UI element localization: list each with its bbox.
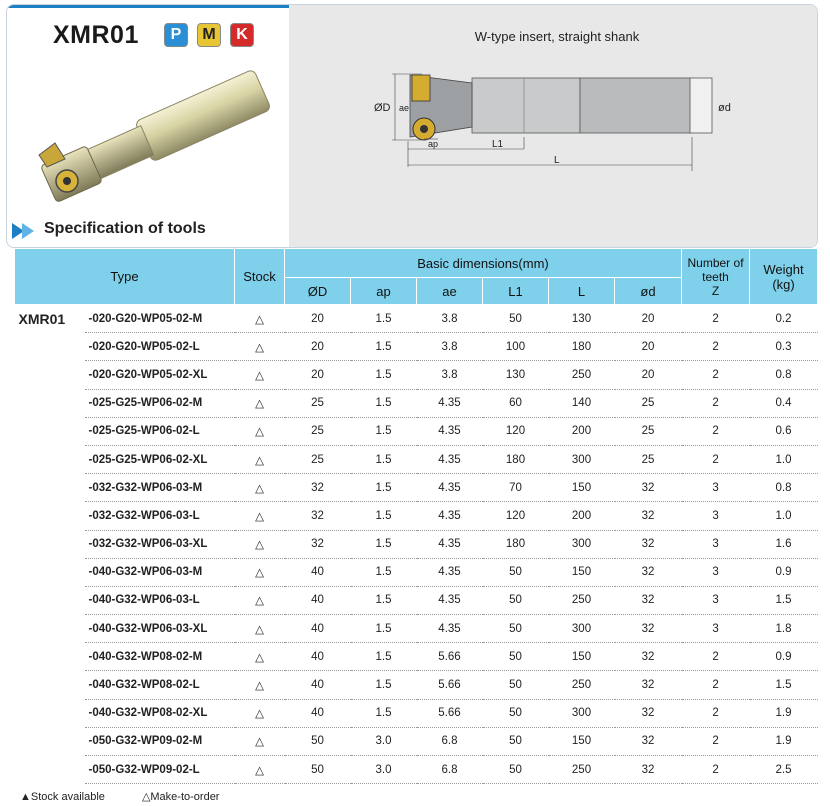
cell-l1: 50 bbox=[483, 756, 549, 784]
table-row bbox=[15, 305, 818, 333]
type-cell: -032-G32-WP06-03-L bbox=[85, 502, 235, 530]
cell-d: 20 bbox=[285, 305, 351, 333]
table-row bbox=[15, 586, 818, 614]
type-cell: -032-G32-WP06-03-XL bbox=[85, 530, 235, 558]
cell-ae: 4.35 bbox=[417, 474, 483, 502]
cell-ae: 4.35 bbox=[417, 615, 483, 643]
cell-d: 32 bbox=[615, 756, 682, 784]
cell-l1: 130 bbox=[483, 361, 549, 389]
cell-w: 1.0 bbox=[750, 502, 818, 530]
table-row bbox=[15, 756, 818, 784]
cell-stock: △ bbox=[235, 530, 285, 558]
series-cell bbox=[15, 586, 85, 614]
cell-l1: 50 bbox=[483, 305, 549, 333]
cell-ae: 6.8 bbox=[417, 756, 483, 784]
cell-w: 1.9 bbox=[750, 727, 818, 755]
cell-stock: △ bbox=[235, 756, 285, 784]
cell-l: 130 bbox=[549, 305, 615, 333]
cell-stock: △ bbox=[235, 502, 285, 530]
cell-ae: 3.8 bbox=[417, 333, 483, 361]
cell-l1: 50 bbox=[483, 699, 549, 727]
series-cell bbox=[15, 530, 85, 558]
type-cell: -040-G32-WP06-03-L bbox=[85, 586, 235, 614]
col-teeth-symbol: Z bbox=[711, 283, 720, 298]
cell-l: 150 bbox=[549, 558, 615, 586]
cell-z: 3 bbox=[682, 530, 750, 558]
tool-photo bbox=[25, 63, 287, 213]
cell-w: 0.8 bbox=[750, 474, 818, 502]
table-row bbox=[15, 699, 818, 727]
cell-z: 3 bbox=[682, 502, 750, 530]
col-basic-header: Basic dimensions(mm) bbox=[285, 249, 682, 278]
cell-z: 2 bbox=[682, 756, 750, 784]
dim-ap-label: ap bbox=[428, 139, 439, 149]
cell-ae: 4.35 bbox=[417, 530, 483, 558]
cell-w: 0.8 bbox=[750, 361, 818, 389]
subcol-ae: ae bbox=[417, 278, 483, 305]
cell-d: 50 bbox=[285, 727, 351, 755]
cell-ap: 1.5 bbox=[351, 361, 417, 389]
cell-d: 40 bbox=[285, 558, 351, 586]
spec-table bbox=[14, 248, 818, 784]
cell-ap: 1.5 bbox=[351, 445, 417, 473]
cell-ap: 1.5 bbox=[351, 699, 417, 727]
cell-ap: 1.5 bbox=[351, 389, 417, 417]
dim-l1-label: L1 bbox=[492, 139, 504, 150]
cell-z: 2 bbox=[682, 699, 750, 727]
cell-ae: 5.66 bbox=[417, 643, 483, 671]
table-row bbox=[15, 445, 818, 473]
cell-w: 0.6 bbox=[750, 417, 818, 445]
table-row bbox=[15, 502, 818, 530]
cell-d: 20 bbox=[615, 361, 682, 389]
type-cell: -020-G20-WP05-02-M bbox=[85, 305, 235, 333]
cell-l: 150 bbox=[549, 643, 615, 671]
technical-drawing bbox=[362, 67, 732, 177]
series-cell bbox=[15, 756, 85, 784]
cell-ae: 4.35 bbox=[417, 389, 483, 417]
type-cell: -020-G20-WP05-02-L bbox=[85, 333, 235, 361]
table-row bbox=[15, 417, 818, 445]
series-cell: XMR01 bbox=[18, 310, 66, 327]
cell-d: 20 bbox=[285, 361, 351, 389]
cell-stock: △ bbox=[235, 643, 285, 671]
cell-d: 32 bbox=[285, 474, 351, 502]
cell-d: 32 bbox=[615, 615, 682, 643]
cell-d: 32 bbox=[285, 502, 351, 530]
cell-l: 300 bbox=[549, 615, 615, 643]
type-cell: -040-G32-WP06-03-XL bbox=[85, 615, 235, 643]
cell-d: 25 bbox=[285, 445, 351, 473]
cell-w: 1.5 bbox=[750, 671, 818, 699]
type-cell: -040-G32-WP06-03-M bbox=[85, 558, 235, 586]
cell-l: 250 bbox=[549, 586, 615, 614]
cell-d: 32 bbox=[615, 643, 682, 671]
type-cell: -020-G20-WP05-02-XL bbox=[85, 361, 235, 389]
cell-z: 2 bbox=[682, 643, 750, 671]
cell-l: 250 bbox=[549, 671, 615, 699]
cell-d: 40 bbox=[285, 643, 351, 671]
cell-w: 0.4 bbox=[750, 389, 818, 417]
cell-ae: 4.35 bbox=[417, 502, 483, 530]
cell-stock: △ bbox=[235, 671, 285, 699]
cell-d: 40 bbox=[285, 671, 351, 699]
cell-d: 32 bbox=[615, 699, 682, 727]
cell-d: 32 bbox=[615, 671, 682, 699]
cell-stock: △ bbox=[235, 727, 285, 755]
cell-w: 1.8 bbox=[750, 615, 818, 643]
col-teeth-label: Number of teeth bbox=[687, 255, 744, 284]
cell-ap: 1.5 bbox=[351, 586, 417, 614]
cell-l1: 120 bbox=[483, 417, 549, 445]
material-badge-p: P bbox=[164, 23, 188, 47]
cell-l: 300 bbox=[549, 530, 615, 558]
dim-shank-label: ød bbox=[718, 102, 731, 114]
cell-stock: △ bbox=[235, 417, 285, 445]
cell-l1: 70 bbox=[483, 474, 549, 502]
cell-d: 40 bbox=[285, 615, 351, 643]
cell-d: 25 bbox=[615, 389, 682, 417]
cell-d: 25 bbox=[285, 417, 351, 445]
type-cell: -040-G32-WP08-02-XL bbox=[85, 699, 235, 727]
cell-d: 40 bbox=[285, 699, 351, 727]
legend-stock-available: ▲Stock available bbox=[20, 791, 105, 803]
cell-z: 3 bbox=[682, 474, 750, 502]
subcol-l1: L1 bbox=[483, 278, 549, 305]
cell-z: 2 bbox=[682, 417, 750, 445]
cell-ap: 3.0 bbox=[351, 756, 417, 784]
series-cell bbox=[15, 445, 85, 473]
cell-w: 1.9 bbox=[750, 699, 818, 727]
cell-l: 150 bbox=[549, 474, 615, 502]
type-cell: -025-G25-WP06-02-XL bbox=[85, 445, 235, 473]
type-cell: -040-G32-WP08-02-L bbox=[85, 671, 235, 699]
cell-d: 40 bbox=[285, 586, 351, 614]
cell-ap: 1.5 bbox=[351, 671, 417, 699]
cell-l: 300 bbox=[549, 699, 615, 727]
cell-d: 20 bbox=[615, 305, 682, 333]
subcol-shank-d: ød bbox=[615, 278, 682, 305]
cell-d: 32 bbox=[615, 727, 682, 755]
cell-stock: △ bbox=[235, 474, 285, 502]
cell-w: 1.6 bbox=[750, 530, 818, 558]
cell-d: 25 bbox=[285, 389, 351, 417]
col-stock-header: Stock bbox=[235, 249, 285, 305]
cell-ae: 3.8 bbox=[417, 305, 483, 333]
cell-w: 1.0 bbox=[750, 445, 818, 473]
cell-ap: 3.0 bbox=[351, 727, 417, 755]
cell-ae: 4.35 bbox=[417, 558, 483, 586]
cell-ap: 1.5 bbox=[351, 417, 417, 445]
cell-l: 250 bbox=[549, 361, 615, 389]
cell-d: 32 bbox=[615, 558, 682, 586]
series-cell bbox=[15, 558, 85, 586]
cell-l: 250 bbox=[549, 756, 615, 784]
cell-l1: 100 bbox=[483, 333, 549, 361]
legend-make-to-order: △Make-to-order bbox=[141, 791, 220, 803]
table-row bbox=[15, 530, 818, 558]
series-title: XMR01 bbox=[53, 21, 139, 49]
table-row bbox=[15, 615, 818, 643]
cell-w: 0.9 bbox=[750, 558, 818, 586]
cell-z: 2 bbox=[682, 333, 750, 361]
cell-z: 2 bbox=[682, 305, 750, 333]
cell-stock: △ bbox=[235, 389, 285, 417]
cell-ae: 4.35 bbox=[417, 586, 483, 614]
cell-w: 0.9 bbox=[750, 643, 818, 671]
cell-w: 0.3 bbox=[750, 333, 818, 361]
cell-l1: 180 bbox=[483, 445, 549, 473]
series-cell bbox=[15, 671, 85, 699]
cell-ae: 6.8 bbox=[417, 727, 483, 755]
col-weight-header: Weight (kg) bbox=[750, 249, 818, 305]
series-cell bbox=[15, 389, 85, 417]
drawing-caption: W-type insert, straight shank bbox=[474, 29, 640, 44]
cell-d: 20 bbox=[285, 333, 351, 361]
cell-stock: △ bbox=[235, 361, 285, 389]
cell-d: 32 bbox=[615, 474, 682, 502]
cell-l1: 60 bbox=[483, 389, 549, 417]
cell-stock: △ bbox=[235, 615, 285, 643]
cell-ap: 1.5 bbox=[351, 643, 417, 671]
cell-l1: 50 bbox=[483, 558, 549, 586]
type-cell: -025-G25-WP06-02-M bbox=[85, 389, 235, 417]
cell-d: 32 bbox=[615, 586, 682, 614]
cell-d: 25 bbox=[615, 417, 682, 445]
cell-l1: 50 bbox=[483, 671, 549, 699]
subcol-l: L bbox=[549, 278, 615, 305]
cell-z: 2 bbox=[682, 671, 750, 699]
cell-ap: 1.5 bbox=[351, 558, 417, 586]
table-row bbox=[15, 474, 818, 502]
cell-ap: 1.5 bbox=[351, 502, 417, 530]
table-row bbox=[15, 643, 818, 671]
cell-ap: 1.5 bbox=[351, 333, 417, 361]
type-cell: -025-G25-WP06-02-L bbox=[85, 417, 235, 445]
cell-d: 32 bbox=[615, 502, 682, 530]
cell-d: 32 bbox=[615, 530, 682, 558]
table-row bbox=[15, 558, 818, 586]
cell-d: 20 bbox=[615, 333, 682, 361]
dim-d-label: ØD bbox=[374, 102, 391, 114]
cell-stock: △ bbox=[235, 586, 285, 614]
table-row bbox=[15, 361, 818, 389]
cell-d: 50 bbox=[285, 756, 351, 784]
series-cell bbox=[15, 699, 85, 727]
section-heading: Specification of tools bbox=[44, 220, 206, 237]
cell-l: 200 bbox=[549, 417, 615, 445]
cell-l1: 50 bbox=[483, 586, 549, 614]
series-cell bbox=[15, 361, 85, 389]
cell-ae: 5.66 bbox=[417, 671, 483, 699]
cell-d: 25 bbox=[615, 445, 682, 473]
cell-stock: △ bbox=[235, 305, 285, 333]
col-type-header: Type bbox=[15, 249, 235, 305]
series-cell bbox=[15, 727, 85, 755]
type-cell: -040-G32-WP08-02-M bbox=[85, 643, 235, 671]
material-badge-k: K bbox=[230, 23, 254, 47]
material-badge-m: M bbox=[197, 23, 221, 47]
cell-l1: 50 bbox=[483, 615, 549, 643]
series-cell bbox=[15, 502, 85, 530]
type-cell: -050-G32-WP09-02-M bbox=[85, 727, 235, 755]
cell-stock: △ bbox=[235, 333, 285, 361]
cell-z: 3 bbox=[682, 615, 750, 643]
table-row bbox=[15, 389, 818, 417]
cell-l1: 180 bbox=[483, 530, 549, 558]
cell-ap: 1.5 bbox=[351, 305, 417, 333]
cell-ae: 4.35 bbox=[417, 417, 483, 445]
cell-ae: 3.8 bbox=[417, 361, 483, 389]
cell-ap: 1.5 bbox=[351, 530, 417, 558]
cell-l: 300 bbox=[549, 445, 615, 473]
legend bbox=[20, 790, 253, 803]
col-teeth-header bbox=[682, 249, 750, 305]
cell-l1: 50 bbox=[483, 727, 549, 755]
cell-l1: 50 bbox=[483, 643, 549, 671]
cell-z: 3 bbox=[682, 586, 750, 614]
cell-z: 2 bbox=[682, 389, 750, 417]
cell-l1: 120 bbox=[483, 502, 549, 530]
cell-l: 200 bbox=[549, 502, 615, 530]
series-cell bbox=[15, 417, 85, 445]
header-frame bbox=[6, 4, 818, 248]
series-cell bbox=[15, 615, 85, 643]
series-cell bbox=[15, 474, 85, 502]
dim-ae-label: ae bbox=[399, 103, 410, 113]
dim-l-label: L bbox=[554, 155, 560, 166]
series-cell bbox=[15, 333, 85, 361]
cell-ap: 1.5 bbox=[351, 615, 417, 643]
cell-ae: 5.66 bbox=[417, 699, 483, 727]
series-cell bbox=[15, 643, 85, 671]
cell-z: 2 bbox=[682, 445, 750, 473]
cell-stock: △ bbox=[235, 558, 285, 586]
cell-z: 2 bbox=[682, 361, 750, 389]
cell-stock: △ bbox=[235, 699, 285, 727]
spec-table-body bbox=[15, 305, 818, 784]
cell-ap: 1.5 bbox=[351, 474, 417, 502]
cell-z: 2 bbox=[682, 727, 750, 755]
cell-l: 150 bbox=[549, 727, 615, 755]
table-row bbox=[15, 333, 818, 361]
subcol-d: ØD bbox=[285, 278, 351, 305]
cell-l: 180 bbox=[549, 333, 615, 361]
cell-w: 2.5 bbox=[750, 756, 818, 784]
cell-ae: 4.35 bbox=[417, 445, 483, 473]
table-row bbox=[15, 727, 818, 755]
cell-w: 1.5 bbox=[750, 586, 818, 614]
type-cell: -032-G32-WP06-03-M bbox=[85, 474, 235, 502]
cell-z: 3 bbox=[682, 558, 750, 586]
table-row bbox=[15, 671, 818, 699]
cell-d: 32 bbox=[285, 530, 351, 558]
cell-stock: △ bbox=[235, 445, 285, 473]
subcol-ap: ap bbox=[351, 278, 417, 305]
cell-l: 140 bbox=[549, 389, 615, 417]
section-arrow-icon bbox=[10, 221, 38, 241]
cell-w: 0.2 bbox=[750, 305, 818, 333]
type-cell: -050-G32-WP09-02-L bbox=[85, 756, 235, 784]
